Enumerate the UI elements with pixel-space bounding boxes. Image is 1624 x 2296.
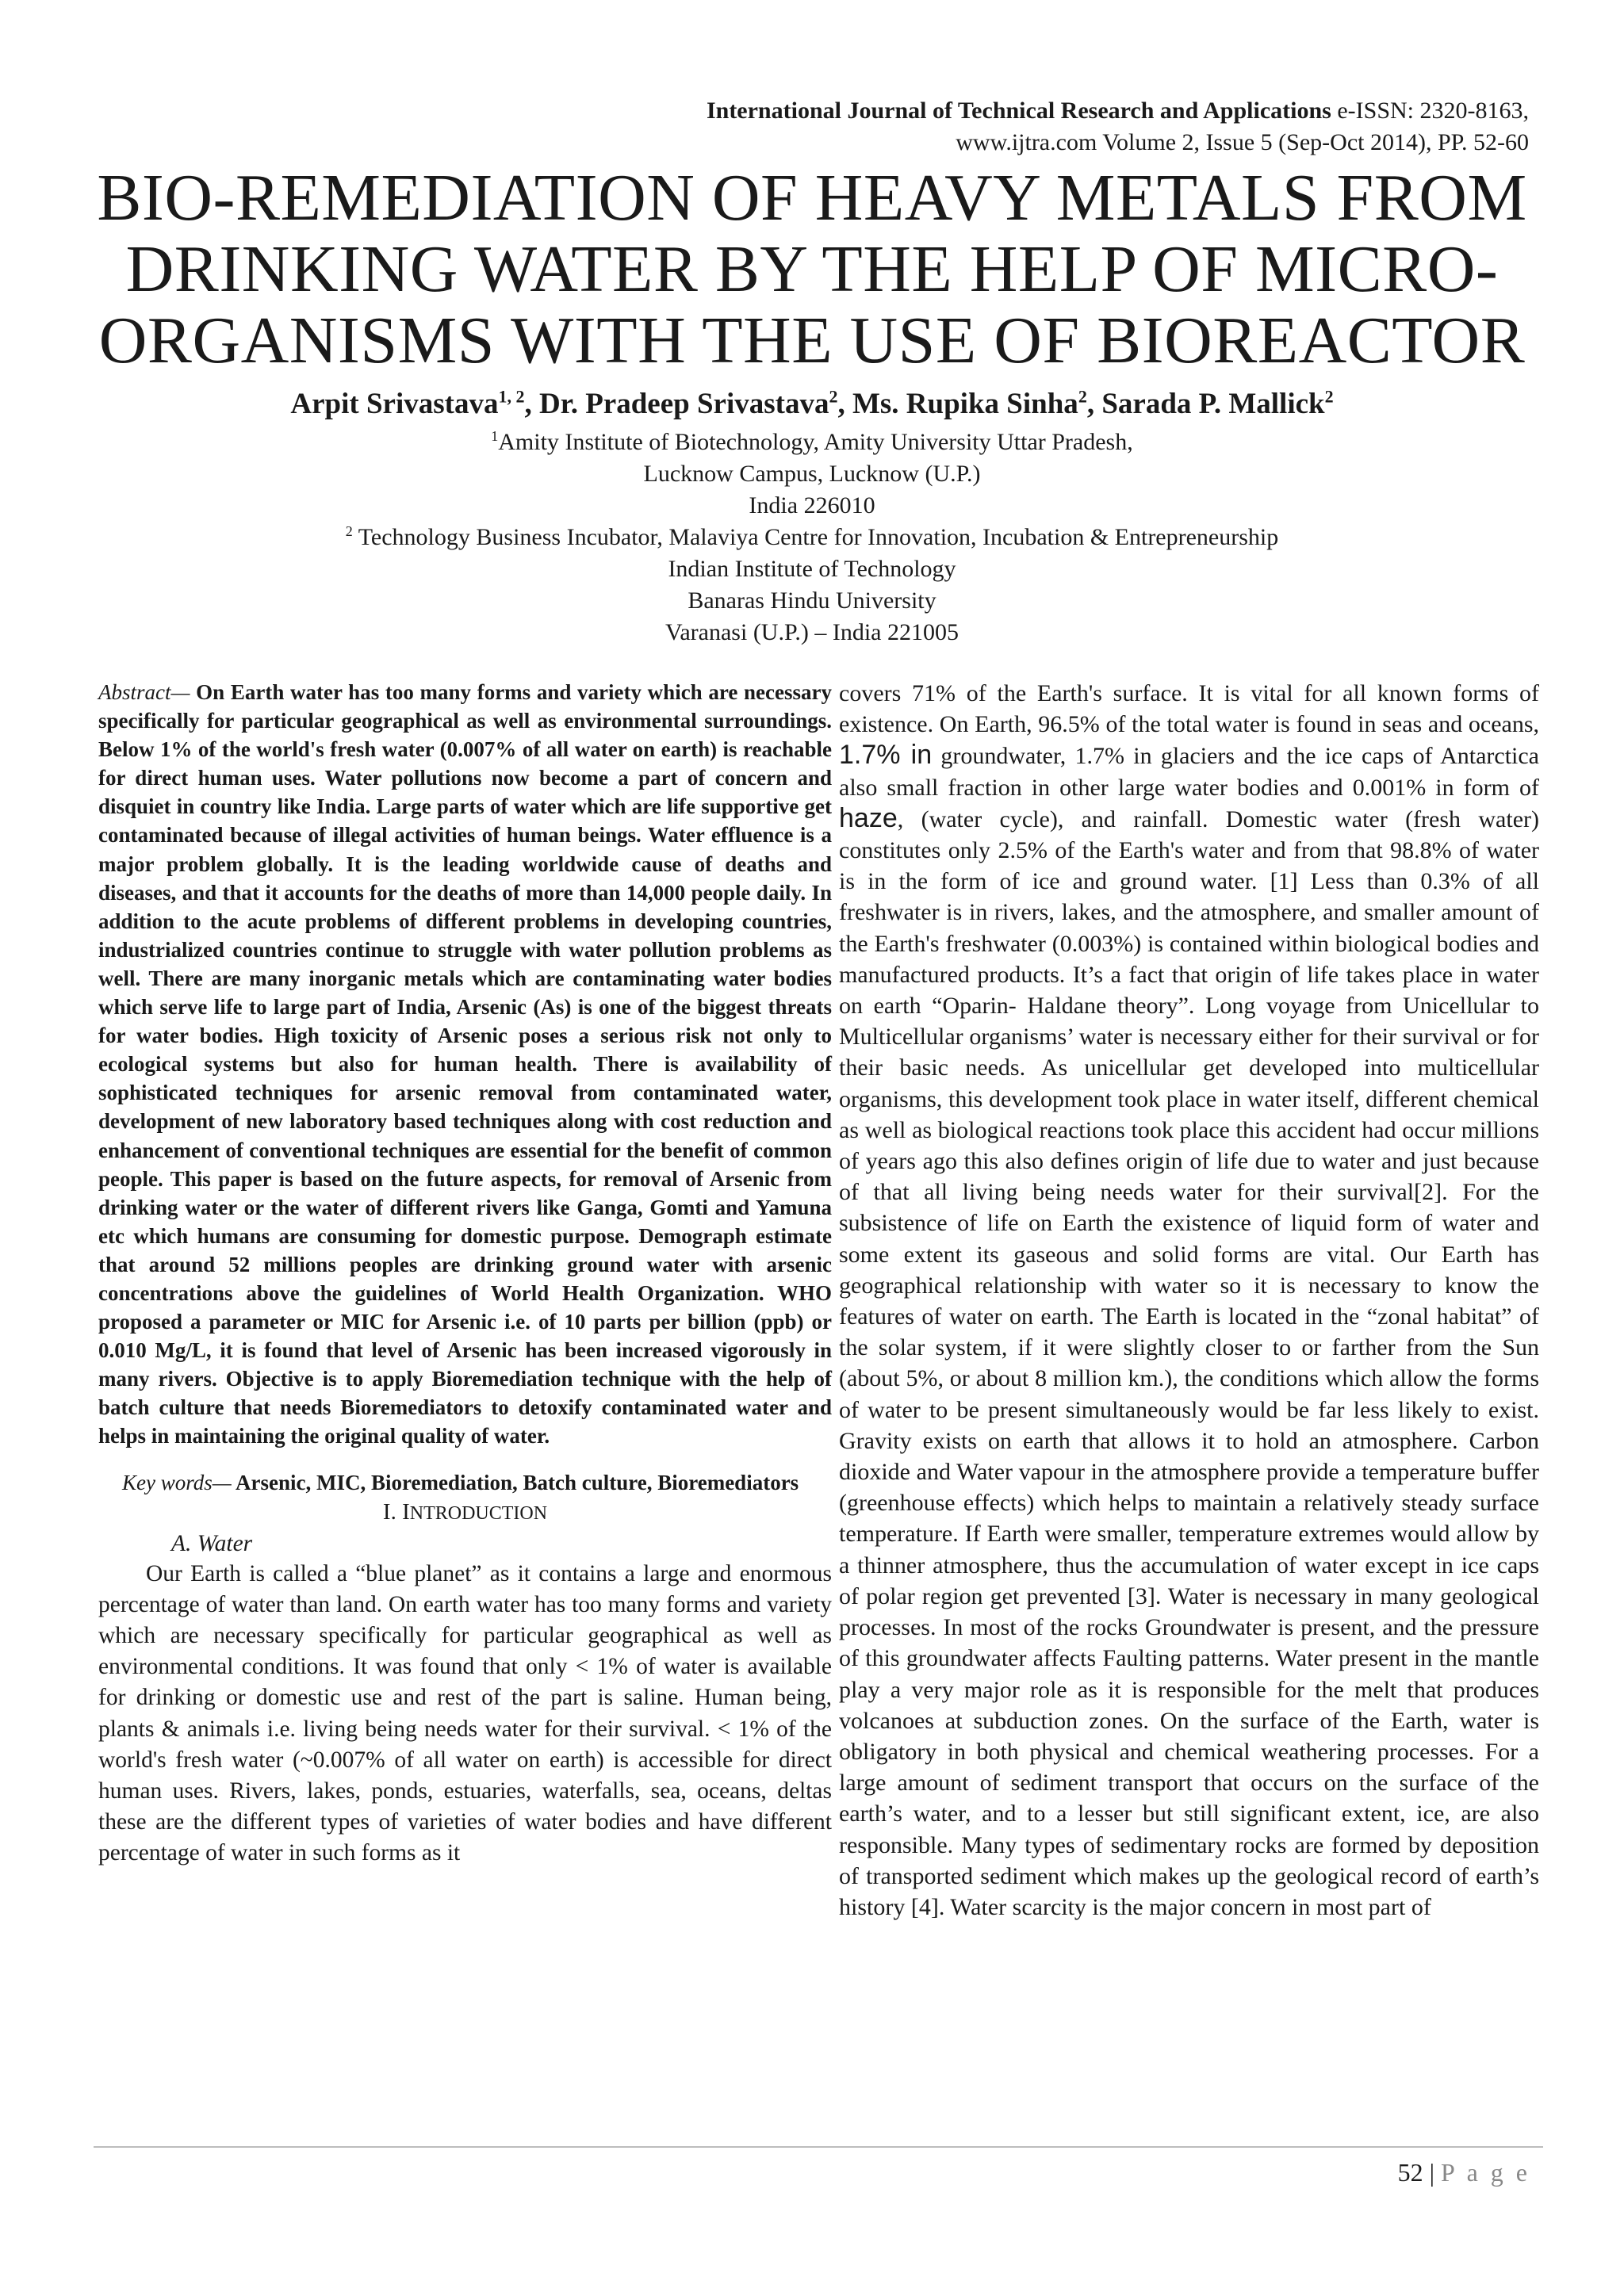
- author-separator: ,: [837, 388, 852, 420]
- affiliation-mark: 1: [491, 428, 499, 444]
- author-separator: ,: [524, 388, 539, 420]
- author-name: Ms. Rupika Sinha: [852, 388, 1078, 420]
- affiliation-text: Technology Business Incubator, Malaviya Centre for Innovation, Incubation & Entrepreneurship: [352, 524, 1279, 550]
- title-line: ORGANISMS WITH THE USE OF BIOREACTOR: [98, 304, 1526, 377]
- abstract-text: On Earth water has too many forms and variety which are necessary specifically for particular geographical as well as environmental surroundings. Below 1% of the world's fresh water (0.007% of all water on earth) is reachable for direct human uses. Water pollutions now become a part of concern and disquiet in country like India. Large parts of water which are life supportive get contaminated because of illegal activities of human beings. Water effluence is a major problem globally. It is the leading worldwide cause of deaths and diseases, and that it accounts for the deaths of more than 14,000 people daily. In addition to the acute problems of different problems in developing countries, industrialized countries continue to struggle with water pollution problems as well. There are many inorganic metals which are contaminating water bodies which serve life to large part of India, Arsenic (As) is one of the biggest threats for water bodies. High toxicity of Arsenic poses a serious risk not only to ecological systems but also for human health. There is availability of sophisticated techniques for arsenic removal from contaminated water, development of new laboratory based techniques along with cost reduction and enhancement of conventional techniques are essential for the benefit of common people. This paper is based on the future aspects, for removal of Arsenic from drinking water or the water of different rivers like Ganga, Gomti and Yamuna etc which humans are consuming for domestic purpose. Demograph estimate that around 52 millions peoples are drinking ground water with arsenic concentrations above the guidelines of World Health Organization. WHO proposed a parameter or MIC for Arsenic i.e. of 10 parts per billion (ppb) or 0.010 Mg/L, it is found that level of Arsenic has been increased vigorously in many rivers. Objective is to apply Bioremediation technique with the help of batch culture that needs Bioremediators to detoxify contaminated water and helps in maintaining the original quality of water.: [98, 680, 832, 1448]
- affiliation-line: Indian Institute of Technology: [668, 556, 956, 582]
- author-list: [0, 387, 1624, 422]
- body-text: , (water cycle), and rainfall. Domestic water (fresh water) constitutes only 2.5% of the Earth's water and from that 98.8% of water is in the form of ice and ground water. [1] Less than 0.3% of all freshwater is in rivers, lakes, and the atmosphere, and smaller amount of the Earth's freshwater (0.003%) is contained within biological bodies and manufactured products. It’s a fact that origin of life takes place in water on earth “Oparin- Haldane theory”. Long voyage from Unicellular to Multicellular organisms’ water is necessary either for their survival or for their basic needs. As unicellular get developed into multicellular organisms, this development took place in water itself, different chemical as well as biological reactions took place this accident had occur millions of years ago this also defines origin of life due to water and just because of that all living being needs water for their survival[2]. For the subsistence of life on Earth the existence of liquid form of water and some extent its gaseous and solid forms are vital. Our Earth has geographical relationship with water so it is necessary to know the features of water on earth. The Earth is located in the “zonal habitat” of the solar system, if it were slightly closer to or farther from the Sun (about 5%, or about 8 million km.), the conditions which allow the forms of water to be present simultaneously would be far less likely to exist. Gravity exists on earth that allows it to hold an atmosphere. Carbon dioxide and Water vapour in the atmosphere provide a temperature buffer (greenhouse effects) which helps to maintain a relatively steady surface temperature. If Earth were smaller, temperature extremes would allow by a thinner atmosphere, thus the accumulation of water except in ice caps of polar region get prevented [3]. Water is necessary in many geological processes. In most of the rocks Groundwater is present, and the pressure of this groundwater affects Faulting patterns. Water present in the mantle play a very major role as it is responsible for the melt that produces volcanoes at subduction zones. On the surface of the Earth, water is obligatory in both physical and chemical weathering processes. For a large amount of sediment transport that occurs on the surface of the earth’s water, and to a lesser but still significant extent, ice, are also responsible. Many types of sedimentary rocks are formed by deposition of transported sediment which makes up the geological record of earth’s history [4]. Water scarcity is the major concern in most part of: [839, 806, 1539, 1920]
- author-affiliation-mark: 2: [829, 386, 838, 407]
- page-footer: [1398, 2156, 1530, 2188]
- body-text-large: haze: [839, 802, 898, 833]
- keywords-lead: Key words—: [122, 1470, 232, 1494]
- author-name: Sarada P. Mallick: [1101, 388, 1325, 420]
- title-line: BIO-REMEDIATION OF HEAVY METALS FROM: [97, 161, 1527, 235]
- abstract: [98, 678, 832, 1451]
- affiliations: [0, 427, 1624, 649]
- affiliation-line: [0, 427, 1624, 458]
- abstract-lead: Abstract—: [98, 680, 190, 704]
- right-column: [839, 678, 1539, 1923]
- section-heading: [98, 1497, 832, 1529]
- journal-name: International Journal of Technical Research and Applications: [706, 98, 1331, 124]
- author-name: Arpit Srivastava: [290, 388, 499, 420]
- journal-header: [707, 97, 1529, 125]
- author-name: Dr. Pradeep Srivastava: [538, 388, 829, 420]
- section-initial: I: [402, 1498, 410, 1525]
- author-affiliation-mark: 2: [1078, 386, 1087, 407]
- intro-paragraph: Our Earth is called a “blue planet” as it contains a large and enormous percentage of water than land. On earth water has too many forms and variety which are necessary specifically for particular geographical as well as environmental conditions. It was found that only < 1% of water is available for drinking or domestic use and rest of the part is saline. Human being, plants & animals i.e. living being needs water for their survival. < 1% of the world's fresh water (~0.007% of all water on earth) is accessible for direct human uses. Rivers, lakes, ponds, estuaries, waterfalls, sea, oceans, deltas these are the different types of varieties of water bodies and have different percentage of water in such forms as it: [98, 1560, 832, 1866]
- affiliation-line: India 226010: [749, 492, 875, 519]
- section-title: NTRODUCTION: [409, 1502, 548, 1524]
- affiliation-mark: 2: [345, 523, 353, 539]
- page-number: 52: [1397, 2158, 1423, 2187]
- subsection-heading: A. Water: [171, 1530, 253, 1556]
- author-affiliation-mark: 2: [1324, 386, 1334, 407]
- keywords: [98, 1468, 832, 1497]
- body-text-large: 1.7% in: [839, 740, 933, 771]
- page-label: P a g e: [1440, 2158, 1530, 2187]
- affiliation-line: [0, 522, 1624, 553]
- body-text: covers 71% of the Earth's surface. It is vital for all known forms of existence. On Earth, 96.5% of the total water is found in seas and oceans,: [839, 680, 1539, 738]
- section-number: I.: [382, 1498, 403, 1525]
- affiliation-line: Banaras Hindu University: [688, 587, 936, 614]
- author-affiliation-mark: 1, 2: [498, 386, 525, 407]
- journal-issn: e-ISSN: 2320-8163,: [1331, 98, 1529, 124]
- paper-title: [48, 163, 1576, 377]
- footer-rule: [94, 2146, 1543, 2148]
- affiliation-text: Amity Institute of Biotechnology, Amity University Uttar Pradesh,: [498, 429, 1133, 455]
- affiliation-line: Lucknow Campus, Lucknow (U.P.): [643, 461, 981, 487]
- body-paragraph: [839, 678, 1539, 1923]
- body-text: groundwater, 1.7% in glaciers and the ice caps of Antarctica also small fraction in other large water bodies and 0.001% in form of: [839, 743, 1539, 801]
- left-column: [98, 678, 832, 1869]
- title-line: DRINKING WATER BY THE HELP OF MICRO-: [125, 232, 1499, 306]
- author-separator: ,: [1086, 388, 1102, 420]
- affiliation-line: Varanasi (U.P.) – India 221005: [665, 619, 959, 645]
- keywords-text: Arsenic, MIC, Bioremediation, Batch culture, Bioremediators: [231, 1470, 799, 1494]
- journal-volume-line: www.ijtra.com Volume 2, Issue 5 (Sep-Oct 2014), PP. 52-60: [956, 129, 1529, 155]
- page-separator: |: [1423, 2158, 1441, 2187]
